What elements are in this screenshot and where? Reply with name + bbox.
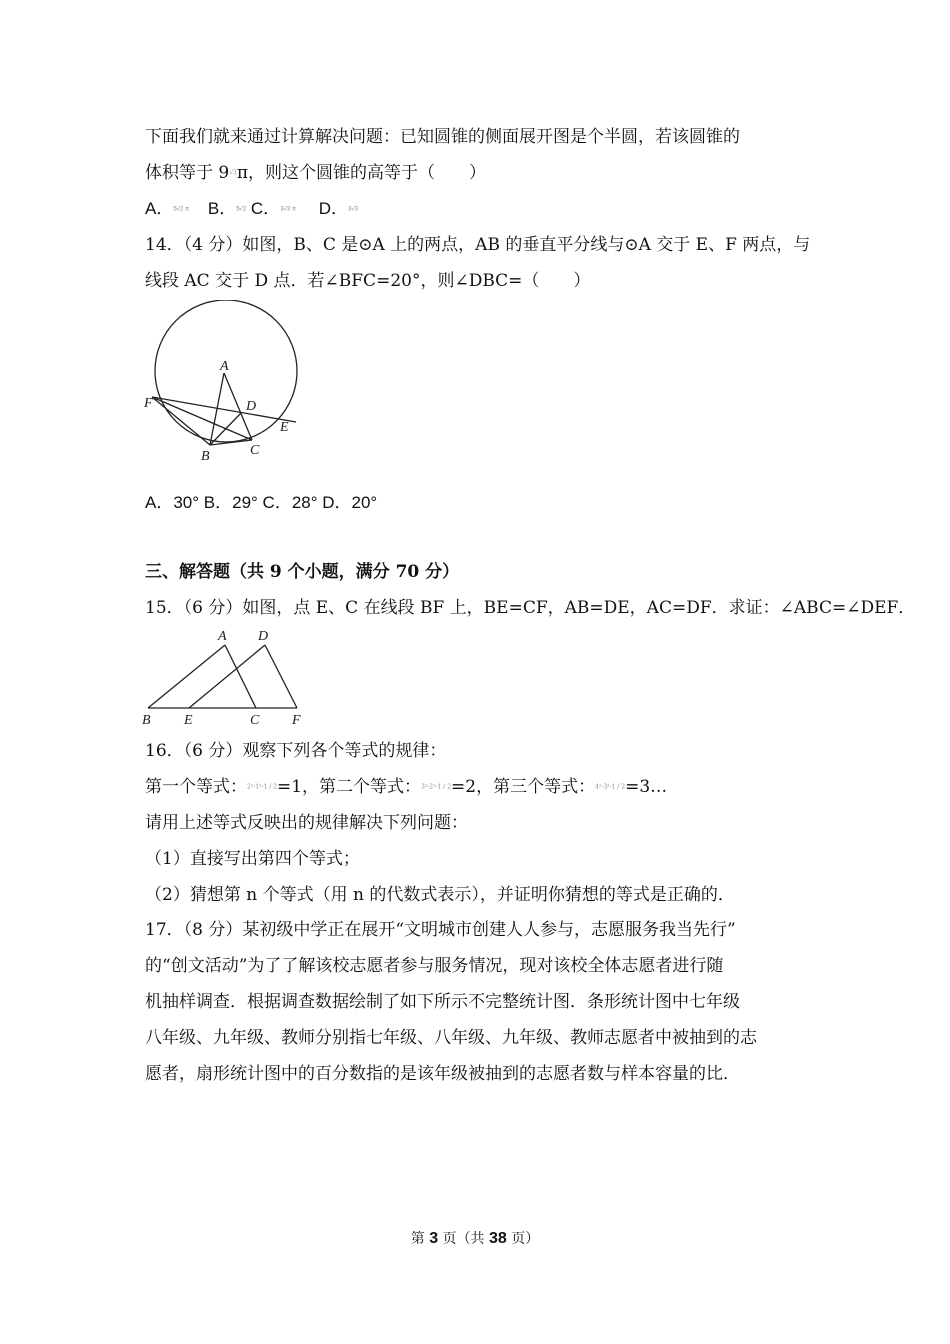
segment-ac-15	[225, 645, 256, 708]
q13-option-b	[208, 198, 246, 221]
q13-option-c-label: C．	[250, 199, 281, 218]
footer-total-pages: 38	[489, 1230, 507, 1247]
q13-option-a-formula: 5√2 π	[173, 206, 190, 213]
q16-equations	[145, 776, 667, 799]
q13-options	[145, 198, 358, 221]
q16-eq3-formula: 4²-3²-1 / 2	[595, 783, 626, 791]
segment-df	[265, 645, 297, 708]
label-b-15: B	[142, 713, 151, 728]
page-footer	[0, 1228, 950, 1248]
q17-line1: 17．（8 分）某初级中学正在展开“文明城市创建人人参与，志愿服务我当先行”	[145, 920, 736, 940]
label-a-15: A	[218, 629, 227, 644]
q16-eq2-formula: 3²-2²-1 / 2	[421, 783, 452, 791]
q16-line1: 16．（6 分）观察下列各个等式的规律：	[145, 741, 447, 761]
q15-triangles-figure	[140, 626, 315, 730]
q13-option-d-formula: 3√3	[347, 206, 358, 213]
q13-line2-formula: √3	[229, 169, 237, 177]
q14-line1: 14．（4 分）如图，B、C 是⊙A 上的两点，AB 的垂直平分线与⊙A 交于 E、F 两点，与	[145, 235, 811, 255]
q13-option-c-formula: 3√3 π	[280, 206, 296, 213]
section3-title: 三、解答题（共 9 个小题，满分 70 分）	[145, 562, 460, 582]
q16-eq2-suffix: =2，第三个等式：	[451, 777, 596, 797]
footer-middle: 页（共	[438, 1231, 489, 1247]
q16-eq1-prefix: 第一个等式：	[145, 777, 247, 797]
q16-line4: （1）直接写出第四个等式；	[145, 849, 360, 869]
q16-line3: 请用上述等式反映出的规律解决下列问题：	[145, 813, 468, 833]
q13-line1: 下面我们就来通过计算解决问题：已知圆锥的侧面展开图是个半圆，若该圆锥的	[145, 127, 740, 147]
q13-option-a	[145, 198, 189, 221]
label-c: C	[250, 443, 260, 458]
label-f-15: F	[292, 713, 301, 728]
q13-line2	[145, 162, 486, 185]
footer-page-number: 3	[429, 1230, 439, 1247]
label-a: A	[220, 359, 229, 374]
q13-line2-suffix: π，则这个圆锥的高等于（ ）	[236, 163, 487, 183]
q14-options: A．30° B．29° C．28° D．20°	[145, 493, 378, 512]
q17-line5: 愿者，扇形统计图中的百分数指的是该年级被抽到的志愿者数与样本容量的比．	[145, 1064, 740, 1084]
q16-eq1-suffix: =1，第二个等式：	[276, 777, 422, 797]
q13-option-d-label: D．	[318, 199, 348, 218]
q13-option-b-formula: 5√2	[236, 206, 247, 213]
segment-fb	[152, 397, 210, 445]
q13-option-a-label: A．	[145, 199, 174, 218]
segment-ed	[189, 645, 265, 708]
label-e: E	[280, 420, 289, 435]
q13-line2-prefix: 体积等于 9	[145, 163, 230, 183]
footer-prefix: 第	[410, 1231, 430, 1247]
q16-eq1-formula: 2²-1²-1 / 2	[247, 783, 277, 791]
q14-line2: 线段 AC 交于 D 点．若∠BFC=20°，则∠DBC=（ ）	[145, 271, 591, 291]
label-f: F	[144, 396, 153, 411]
q16-eq3-suffix: =3…	[625, 777, 668, 797]
label-b: B	[201, 449, 210, 464]
q14-circle-figure	[140, 300, 310, 465]
q17-line4: 八年级、九年级、教师分别指七年级、八年级、九年级、教师志愿者中被抽到的志	[145, 1028, 757, 1048]
q13-option-d	[319, 198, 358, 221]
label-d-15: D	[258, 629, 269, 644]
q15-line1: 15．（6 分）如图，点 E、C 在线段 BF 上，BE=CF，AB=DE，AC=DF．求证：∠ABC=∠DEF．	[145, 598, 916, 618]
q13-option-b-label: B．	[207, 199, 237, 218]
segment-ab-15	[148, 645, 225, 708]
q17-line3: 机抽样调查．根据调查数据绘制了如下所示不完整统计图．条形统计图中七年级	[145, 992, 740, 1012]
label-c-15: C	[250, 713, 260, 728]
label-d: D	[246, 399, 257, 414]
footer-suffix: 页）	[506, 1231, 540, 1247]
q17-line2: 的“创文活动”为了了解该校志愿者参与服务情况，现对该校全体志愿者进行随	[145, 956, 724, 976]
label-e-15: E	[184, 713, 193, 728]
q13-option-c	[251, 198, 296, 221]
q16-line5: （2）猜想第 n 个等式（用 n 的代数式表示），并证明你猜想的等式是正确的．	[145, 885, 735, 905]
